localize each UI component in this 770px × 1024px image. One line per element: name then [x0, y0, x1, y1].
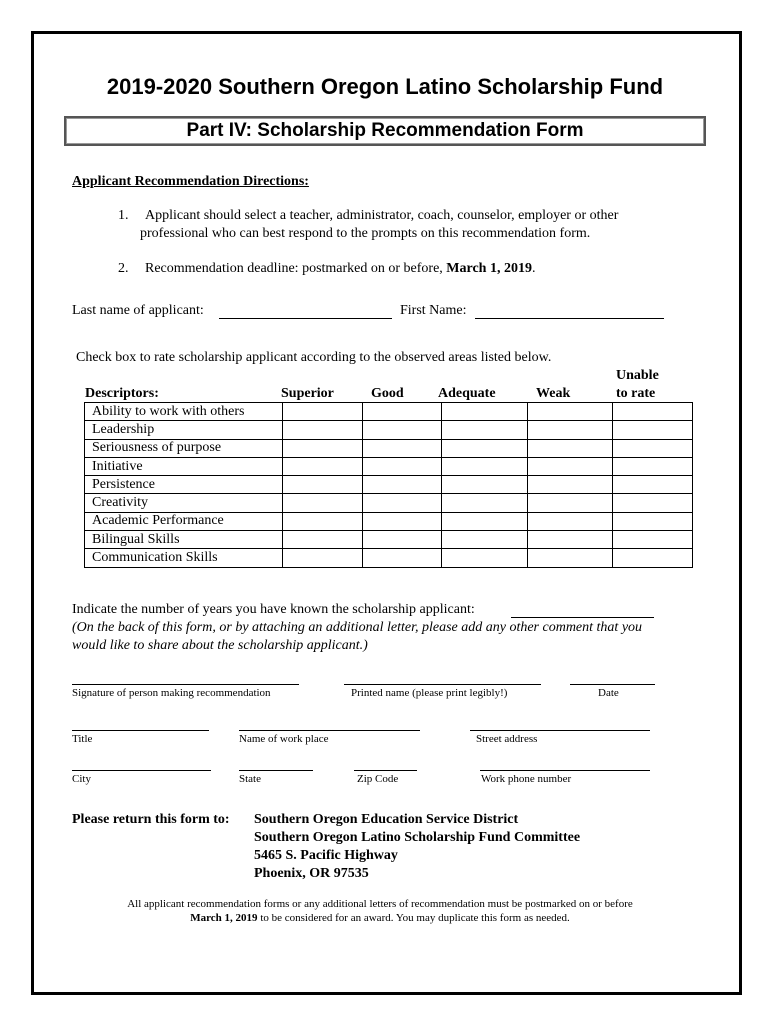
- rating-checkbox-good[interactable]: [363, 494, 442, 512]
- direction-1-line-2: professional who can best respond to the prompts on this recommendation form.: [140, 226, 591, 241]
- footer-line-2: [0, 912, 760, 924]
- rating-checkbox-weak[interactable]: [528, 476, 613, 494]
- rating-row: [85, 457, 693, 475]
- rating-checkbox-weak[interactable]: [528, 531, 613, 549]
- rating-checkbox-good[interactable]: [363, 512, 442, 530]
- rating-checkbox-good[interactable]: [363, 531, 442, 549]
- rating-checkbox-weak[interactable]: [528, 549, 613, 567]
- return-address-line-1: Southern Oregon Education Service District: [254, 812, 519, 827]
- rating-checkbox-unable[interactable]: [613, 512, 693, 530]
- rating-checkbox-superior[interactable]: [283, 549, 363, 567]
- rating-checkbox-adequate[interactable]: [442, 549, 528, 567]
- state-line[interactable]: [239, 770, 313, 771]
- comment-note-line-2: would like to share about the scholarship applicant.): [72, 638, 368, 653]
- return-address-line-2: Southern Oregon Latino Scholarship Fund Committee: [254, 830, 581, 845]
- deadline-period: .: [531, 261, 536, 276]
- direction-2: [145, 261, 535, 277]
- return-label: Please return this form to:: [72, 812, 230, 827]
- rating-checkbox-good[interactable]: [363, 403, 442, 421]
- rating-checkbox-weak[interactable]: [528, 494, 613, 512]
- deadline-date: March 1, 2019: [446, 261, 532, 276]
- column-superior: Superior: [281, 386, 334, 401]
- direction-1-line-1: Applicant should select a teacher, administrator, coach, counselor, employer or other: [145, 208, 619, 223]
- rating-row: [85, 549, 693, 567]
- street-caption: Street address: [476, 733, 538, 745]
- date-caption: Date: [598, 687, 619, 699]
- descriptors-header: Descriptors:: [85, 386, 159, 401]
- zip-caption: Zip Code: [357, 773, 399, 785]
- signature-line[interactable]: [72, 684, 299, 685]
- title-line[interactable]: [72, 730, 209, 731]
- descriptor-cell: Ability to work with others: [85, 403, 283, 421]
- rating-checkbox-unable[interactable]: [613, 494, 693, 512]
- rating-checkbox-weak[interactable]: [528, 512, 613, 530]
- direction-2-number: 2.: [118, 261, 129, 276]
- rating-checkbox-unable[interactable]: [613, 531, 693, 549]
- rating-checkbox-superior[interactable]: [283, 421, 363, 439]
- signature-caption: Signature of person making recommendation: [72, 687, 271, 699]
- printed-name-caption: Printed name (please print legibly!): [351, 687, 508, 699]
- work-place-line[interactable]: [239, 730, 420, 731]
- rating-checkbox-adequate[interactable]: [442, 457, 528, 475]
- rating-checkbox-unable[interactable]: [613, 439, 693, 457]
- printed-name-line[interactable]: [344, 684, 541, 685]
- rating-checkbox-superior[interactable]: [283, 494, 363, 512]
- street-line[interactable]: [470, 730, 650, 731]
- rating-row: [85, 421, 693, 439]
- rating-checkbox-superior[interactable]: [283, 439, 363, 457]
- rating-row: [85, 512, 693, 530]
- descriptor-cell: Communication Skills: [85, 549, 283, 567]
- return-address-line-3: 5465 S. Pacific Highway: [254, 848, 398, 863]
- rating-checkbox-unable[interactable]: [613, 403, 693, 421]
- first-name-field[interactable]: [475, 318, 664, 319]
- rating-checkbox-unable[interactable]: [613, 457, 693, 475]
- column-unable-line-1: Unable: [616, 368, 659, 383]
- rating-row: [85, 494, 693, 512]
- state-caption: State: [239, 773, 261, 785]
- rating-row: [85, 439, 693, 457]
- rating-checkbox-good[interactable]: [363, 457, 442, 475]
- rating-checkbox-weak[interactable]: [528, 457, 613, 475]
- rating-checkbox-unable[interactable]: [613, 476, 693, 494]
- city-line[interactable]: [72, 770, 211, 771]
- rating-checkbox-weak[interactable]: [528, 439, 613, 457]
- rating-checkbox-good[interactable]: [363, 439, 442, 457]
- rating-checkbox-good[interactable]: [363, 549, 442, 567]
- column-good: Good: [371, 386, 404, 401]
- column-adequate: Adequate: [438, 386, 496, 401]
- rating-checkbox-adequate[interactable]: [442, 476, 528, 494]
- rating-checkbox-adequate[interactable]: [442, 439, 528, 457]
- rating-checkbox-superior[interactable]: [283, 403, 363, 421]
- directions-heading: Applicant Recommendation Directions:: [72, 174, 309, 189]
- descriptor-cell: Leadership: [85, 421, 283, 439]
- last-name-field[interactable]: [219, 318, 392, 319]
- phone-line[interactable]: [480, 770, 650, 771]
- city-caption: City: [72, 773, 91, 785]
- rating-checkbox-adequate[interactable]: [442, 531, 528, 549]
- rating-row: [85, 476, 693, 494]
- rating-checkbox-superior[interactable]: [283, 531, 363, 549]
- form-subtitle: Part IV: Scholarship Recommendation Form: [64, 116, 706, 146]
- rating-checkbox-adequate[interactable]: [442, 403, 528, 421]
- rating-instructions: Check box to rate scholarship applicant according to the observed areas listed below.: [76, 350, 552, 365]
- column-weak: Weak: [536, 386, 571, 401]
- rating-checkbox-weak[interactable]: [528, 403, 613, 421]
- deadline-text: Recommendation deadline: postmarked on or before,: [145, 261, 443, 276]
- phone-caption: Work phone number: [481, 773, 572, 785]
- descriptor-cell: Persistence: [85, 476, 283, 494]
- descriptor-cell: Creativity: [85, 494, 283, 512]
- rating-checkbox-good[interactable]: [363, 421, 442, 439]
- rating-table: [84, 402, 693, 568]
- descriptor-cell: Academic Performance: [85, 512, 283, 530]
- descriptor-cell: Seriousness of purpose: [85, 439, 283, 457]
- rating-row: [85, 531, 693, 549]
- footer-date: March 1, 2019: [190, 912, 258, 924]
- rating-checkbox-good[interactable]: [363, 476, 442, 494]
- return-address-line-4: Phoenix, OR 97535: [254, 866, 369, 881]
- form-title: 2019-2020 Southern Oregon Latino Scholarship Fund: [106, 74, 664, 99]
- rating-checkbox-adequate[interactable]: [442, 421, 528, 439]
- last-name-label: Last name of applicant:: [72, 303, 204, 318]
- work-place-caption: Name of work place: [239, 733, 329, 745]
- rating-checkbox-superior[interactable]: [283, 457, 363, 475]
- rating-checkbox-adequate[interactable]: [442, 494, 528, 512]
- column-unable-line-2: to rate: [616, 386, 656, 401]
- years-known-field[interactable]: [511, 617, 654, 618]
- rating-checkbox-superior[interactable]: [283, 476, 363, 494]
- footer-line-1: All applicant recommendation forms or any additional letters of recommendation must be postmarked on or before: [127, 898, 633, 910]
- rating-checkbox-adequate[interactable]: [442, 512, 528, 530]
- rating-checkbox-unable[interactable]: [613, 421, 693, 439]
- years-known-label: Indicate the number of years you have known the scholarship applicant:: [72, 602, 475, 617]
- comment-note-line-1: (On the back of this form, or by attaching an additional letter, please add any other comment that you: [72, 620, 643, 635]
- rating-checkbox-weak[interactable]: [528, 421, 613, 439]
- descriptor-cell: Bilingual Skills: [85, 531, 283, 549]
- direction-1-number: 1.: [118, 208, 129, 223]
- title-caption: Title: [72, 733, 93, 745]
- rating-checkbox-unable[interactable]: [613, 549, 693, 567]
- first-name-label: First Name:: [400, 303, 467, 318]
- rating-row: [85, 403, 693, 421]
- date-line[interactable]: [570, 684, 655, 685]
- zip-line[interactable]: [354, 770, 417, 771]
- rating-checkbox-superior[interactable]: [283, 512, 363, 530]
- descriptor-cell: Initiative: [85, 457, 283, 475]
- footer-rest: to be considered for an award. You may duplicate this form as needed.: [257, 912, 570, 924]
